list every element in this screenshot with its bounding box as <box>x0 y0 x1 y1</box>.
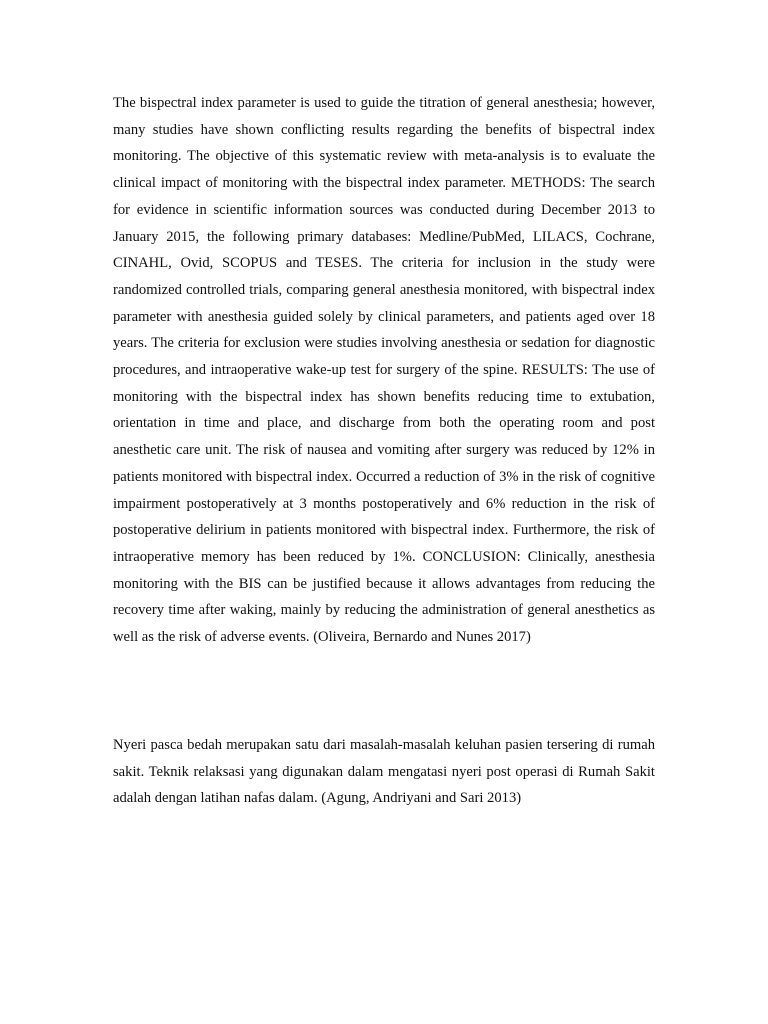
abstract-paragraph: The bispectral index parameter is used to guide the titration of general anesthesia; however, many studies have shown conflicting results regarding the benefits of bispectral index monitoring. The objective of this systematic review with meta-analysis is to evaluate the clinical impact of monitoring with the bispectral index parameter. METHODS: The search for evidence in scientific information sources was conducted during December 2013 to January 2015, the following primary databases: Medline/PubMed, LILACS, Cochrane, CINAHL, Ovid, SCOPUS and TESES. The criteria for inclusion in the study were randomized controlled trials, comparing general anesthesia monitored, with bispectral index parameter with anesthesia guided solely by clinical parameters, and patients aged over 18 years. The criteria for exclusion were studies involving anesthesia or sedation for diagnostic procedures, and intraoperative wake-up test for surgery of the spine. RESULTS: The use of monitoring with the bispectral index has shown benefits reducing time to extubation, orientation in time and place, and discharge from both the operating room and post anesthetic care unit. The risk of nausea and vomiting after surgery was reduced by 12% in patients monitored with bispectral index. Occurred a reduction of 3% in the risk of cognitive impairment postoperatively at 3 months postoperatively and 6% reduction in the risk of postoperative delirium in patients monitored with bispectral index. Furthermore, the risk of intraoperative memory has been reduced by 1%. CONCLUSION: Clinically, anesthesia monitoring with the BIS can be justified because it allows advantages from reducing the recovery time after waking, mainly by reducing the administration of general anesthetics as well as the risk of adverse events. (Oliveira, Bernardo and Nunes 2017) <box>113 95 655 646</box>
indonesian-paragraph: Nyeri pasca bedah merupakan satu dari masalah-masalah keluhan pasien tersering di rumah sakit. Teknik relaksasi yang digunakan dalam mengatasi nyeri post operasi di Rumah Sakit adalah dengan latihan nafas dalam. (Agung, Andriyani and Sari 2013) <box>113 737 655 807</box>
